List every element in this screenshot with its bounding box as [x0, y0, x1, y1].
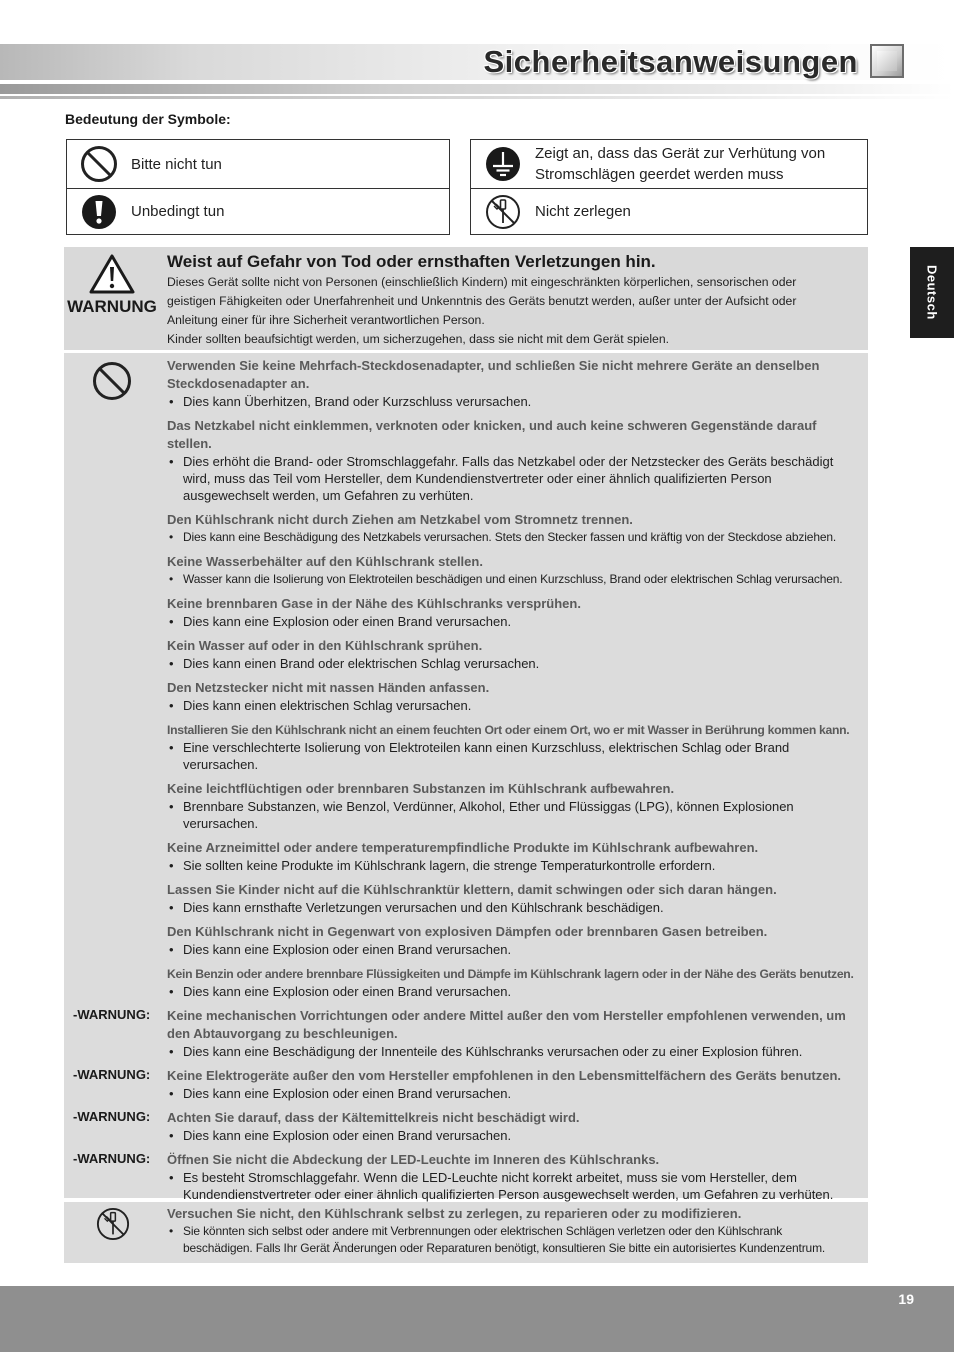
item-warning-label: -WARNUNG:: [73, 1007, 151, 1022]
item-bullet-line: • Dies kann eine Beschädigung der Innenteile des Kühlschranks verursachen oder zu einer Explosion führen.: [183, 1044, 803, 1059]
item-title: Keine mechanischen Vorrichtungen oder andere Mittel außer den vom Hersteller empfohlenen verwenden, um: [167, 1008, 846, 1023]
title-square-icon: [870, 44, 904, 78]
item-title: Steckdosenadapter an.: [167, 376, 310, 391]
symbols-table-right: [470, 139, 868, 235]
item-title: Öffnen Sie nicht die Abdeckung der LED-Leuchte im Inneren des Kühlschranks.: [167, 1152, 660, 1167]
warning-title: Weist auf Gefahr von Tod oder ernsthaften Verletzungen hin.: [167, 252, 656, 271]
symbol-label: Unbedingt tun: [131, 203, 225, 220]
item-bullet-line: • Eine verschlechterte Isolierung von Elektroteilen kann einen Kurzschluss, elektrischen Schlag oder Brand verursachen.: [183, 740, 790, 772]
item-bullet: [167, 453, 863, 504]
symbol-label-line: Zeigt an, dass das Gerät zur Verhütung von: [535, 145, 826, 162]
no-disassemble-icon: [96, 1207, 130, 1246]
warning-body-line: Anleitung einer für ihre Sicherheit verantwortlichen Person.: [167, 313, 485, 327]
safety-item: [167, 511, 863, 546]
item-title: Versuchen Sie nicht, den Kühlschrank selbst zu zerlegen, zu reparieren oder zu modifizieren.: [167, 1206, 742, 1221]
safety-item: [167, 965, 863, 1000]
footer-band: [0, 1286, 954, 1352]
item-bullet: [167, 655, 863, 672]
item-title: Kein Benzin oder andere brennbare Flüssigkeiten und Dämpfe im Kühlschrank lagern oder in der Nähe des Geräts benutzen.: [167, 967, 854, 981]
item-title: Keine Elektrogeräte außer den vom Hersteller empfohlenen in den Lebensmittelfächern des Geräts benutzen.: [167, 1068, 842, 1083]
item-bullet: [167, 571, 863, 588]
item-bullet-line: • Dies kann einen elektrischen Schlag verursachen.: [183, 698, 472, 713]
safety-item: [73, 1151, 863, 1203]
symbol-label: [535, 143, 825, 185]
item-bullet-line: • Es besteht Stromschlaggefahr. Wenn die LED-Leuchte nicht korrekt arbeitet, muss sie vom Hersteller, dem: [183, 1170, 797, 1185]
item-title: Keine Wasserbehälter auf den Kühlschrank stellen.: [167, 554, 483, 569]
item-bullet: [167, 1127, 863, 1144]
page-title: Sicherheitsanweisungen: [483, 44, 858, 79]
safety-item: [167, 553, 863, 588]
safety-item: [167, 780, 863, 832]
item-bullet: [167, 613, 863, 630]
safety-item: [167, 839, 863, 874]
safety-item: [167, 679, 863, 714]
item-bullet-line: • Dies kann eine Explosion oder einen Brand verursachen.: [183, 1128, 512, 1143]
warning-text: [167, 251, 865, 349]
warning-triangle-icon: [88, 253, 136, 295]
item-title: Den Netzstecker nicht mit nassen Händen anfassen.: [167, 680, 490, 695]
language-tab-label: Deutsch: [924, 265, 940, 320]
item-title: Lassen Sie Kinder nicht auf die Kühlschranktür klettern, damit schwingen oder sich daran hängen.: [167, 882, 777, 897]
safety-item: [167, 595, 863, 630]
safety-item: [167, 357, 863, 410]
item-bullet: [167, 1085, 863, 1102]
item-bullet-line: • Dies kann eine Explosion oder einen Brand verursachen.: [183, 614, 512, 629]
item-bullet-line: • Dies erhöht die Brand- oder Stromschlaggefahr. Falls das Netzkabel oder der Netzstecker des Geräts beschädigt: [183, 454, 834, 469]
item-title: Achten Sie darauf, dass der Kältemittelkreis nicht beschädigt wird.: [167, 1110, 580, 1125]
safety-item: [167, 881, 863, 916]
safety-item: [73, 1067, 863, 1102]
item-title: den Abtauvorgang zu beschleunigen.: [167, 1026, 398, 1041]
item-title: Keine brennbaren Gase in der Nähe des Kühlschranks versprühen.: [167, 596, 581, 611]
item-bullet-line: • Dies kann ernsthafte Verletzungen verursachen und den Kühlschrank beschädigen.: [183, 900, 664, 915]
item-bullet: [167, 1043, 863, 1060]
prohibition-icon: [92, 361, 132, 406]
item-bullet-line: • Dies kann eine Explosion oder einen Brand verursachen.: [183, 1086, 512, 1101]
item-bullet: [167, 983, 863, 1000]
exclamation-icon: [67, 188, 131, 235]
item-bullet: [167, 941, 863, 958]
item-bullet: [167, 798, 863, 832]
symbol-label: Bitte nicht tun: [131, 155, 222, 173]
symbols-heading: Bedeutung der Symbole:: [65, 111, 231, 127]
warning-body-line: geistigen Fähigkeiten oder Unerfahrenheit und Unkenntnis des Geräts benutzt werden, außer unter der Aufsicht oder: [167, 294, 797, 308]
item-title: Den Kühlschrank nicht in Gegenwart von explosiven Dämpfen oder brennbaren Gasen betreiben.: [167, 924, 768, 939]
ground-icon: [471, 140, 535, 188]
item-bullet: [167, 529, 863, 546]
item-bullet-line: • Sie könnten sich selbst oder andere mit Verbrennungen oder elektrischen Schlägen verletzen oder den Kühlschrank: [183, 1224, 783, 1238]
warning-header: [64, 247, 868, 350]
item-warning-label: -WARNUNG:: [73, 1067, 151, 1082]
item-title: Keine leichtflüchtigen oder brennbaren Substanzen im Kühlschrank aufbewahren.: [167, 781, 675, 796]
item-bullet: [167, 393, 863, 410]
item-bullet-line: wird, muss das Teil vom Hersteller, dem Kundendienstvertreter oder einer ähnlich qualifizierten Person: [183, 471, 772, 486]
safety-item: [167, 637, 863, 672]
warning-body-line: Kinder sollten beaufsichtigt werden, um sicherzugehen, dass sie nicht mit dem Gerät spielen.: [167, 332, 669, 346]
symbol-label-line: Stromschlägen geerdet werden muss: [535, 166, 784, 183]
item-bullet-line: • Dies kann eine Explosion oder einen Brand verursachen.: [183, 942, 512, 957]
page-number: 19: [898, 1291, 914, 1307]
item-bullet-line: • Sie sollten keine Produkte im Kühlschrank lagern, die strenge Temperaturkontrolle erfordern.: [183, 858, 716, 873]
item-bullet-line: Kundendienstvertreter oder einer ähnlich qualifizierten Person ausgewechselt werden, um Gefahren zu verhüten.: [183, 1187, 834, 1202]
safety-item: [167, 721, 863, 773]
item-bullet: [167, 739, 863, 773]
item-title: Verwenden Sie keine Mehrfach-Steckdosenadapter, und schließen Sie nicht mehrere Geräte an denselben: [167, 358, 820, 373]
safety-item: [167, 417, 863, 504]
language-tab: [910, 247, 954, 338]
symbol-row: [67, 140, 449, 189]
safety-item: [167, 923, 863, 958]
item-title: Installieren Sie den Kühlschrank nicht an einem feuchten Ort oder einem Ort, wo er mit Wasser in Berührung kommen kann.: [167, 723, 850, 737]
header-divider-thin: [0, 96, 954, 99]
item-warning-label: -WARNUNG:: [73, 1151, 151, 1166]
item-bullet-line: • Dies kann einen Brand oder elektrischen Schlag verursachen.: [183, 656, 540, 671]
safety-item: [73, 1109, 863, 1144]
item-bullet-line: beschädigen. Falls Ihr Gerät Änderungen oder Reparaturen benötigt, konsultieren Sie bitte ein autorisiertes Kundenzentrum.: [183, 1241, 826, 1255]
item-title: Keine Arzneimittel oder andere temperaturempfindliche Produkte im Kühlschrank aufbewahren.: [167, 840, 759, 855]
item-bullet: [167, 899, 863, 916]
disassembly-item: [167, 1205, 863, 1257]
item-title: Den Kühlschrank nicht durch Ziehen am Netzkabel vom Stromnetz trennen.: [167, 512, 633, 527]
symbols-table-left: [66, 139, 450, 235]
warning-badge: [64, 253, 160, 317]
item-bullet: [167, 1223, 863, 1257]
safety-item: [73, 1007, 863, 1060]
no-disassemble-icon: [471, 188, 535, 235]
item-bullet: [167, 1169, 863, 1203]
symbol-row: [67, 188, 449, 235]
prohibition-icon: [67, 140, 131, 188]
item-bullet-line: • Dies kann eine Explosion oder einen Brand verursachen.: [183, 984, 512, 999]
symbol-row: [471, 188, 867, 235]
item-warning-label: -WARNUNG:: [73, 1109, 151, 1124]
header-divider: [0, 84, 954, 94]
item-bullet: [167, 697, 863, 714]
symbol-row: [471, 140, 867, 189]
item-bullet-line: • Dies kann eine Beschädigung des Netzkabels verursachen. Stets den Stecker fassen und kräftig von der Steckdose abziehen.: [183, 530, 837, 544]
item-bullet-line: • Wasser kann die Isolierung von Elektroteilen beschädigen und einen Kurzschluss, Brand oder elektrischen Schlag verursachen.: [183, 572, 843, 586]
safety-items-list: [73, 357, 863, 1210]
symbol-label: Nicht zerlegen: [535, 203, 631, 220]
item-title: Kein Wasser auf oder in den Kühlschrank sprühen.: [167, 638, 483, 653]
item-bullet: [167, 857, 863, 874]
item-bullet-line: • Dies kann Überhitzen, Brand oder Kurzschluss verursachen.: [183, 394, 532, 409]
item-title: Das Netzkabel nicht einklemmen, verknoten oder knicken, und auch keine schweren Gegenstände darauf stellen.: [167, 418, 817, 451]
item-bullet-line: ausgewechselt werden, um Gefahren zu verhüten.: [183, 488, 474, 503]
warning-body-line: Dieses Gerät sollte nicht von Personen (einschließlich Kindern) mit eingeschränkten körperlichen, sensorischen oder: [167, 275, 797, 289]
item-bullet-line: • Brennbare Substanzen, wie Benzol, Verdünner, Alkohol, Ether und Flüssiggas (LPG), können Explosionen verursachen.: [183, 799, 794, 831]
warning-label: WARNUNG: [67, 297, 157, 316]
